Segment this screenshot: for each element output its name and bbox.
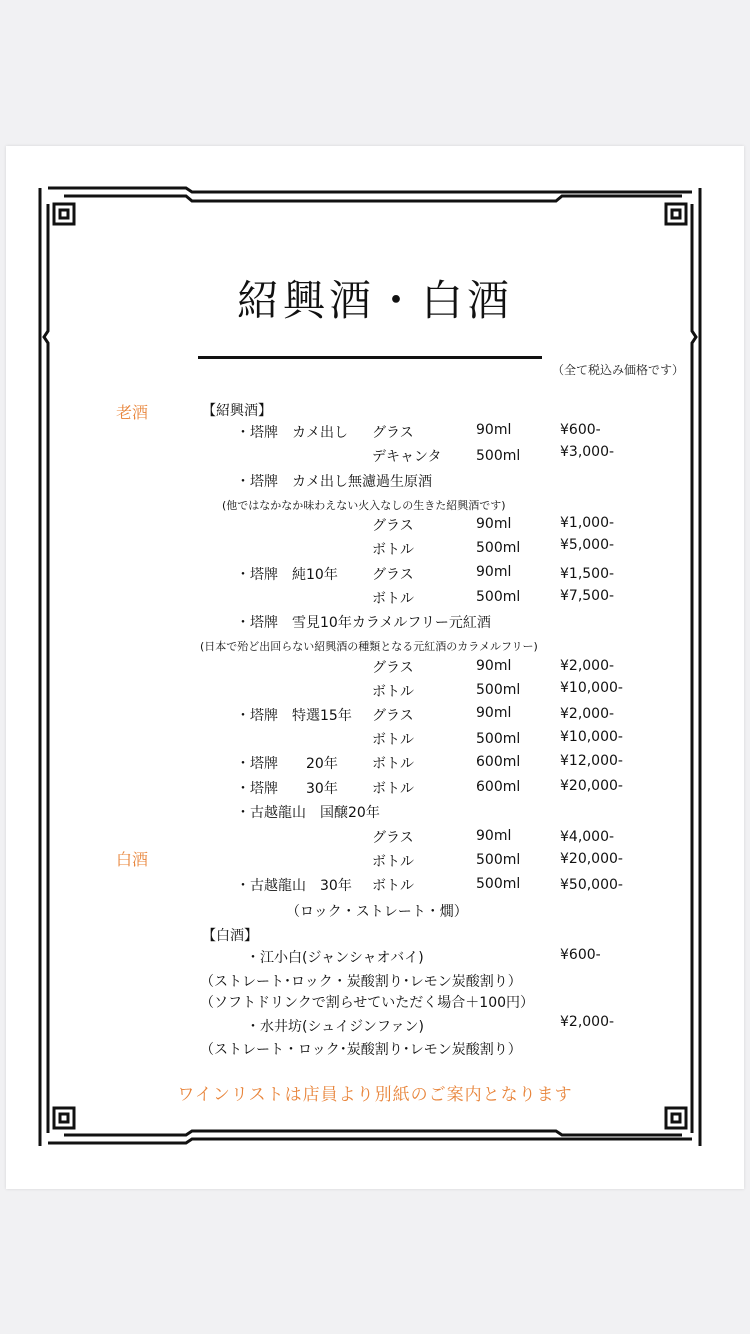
- item-name: ・塔牌 カメ出し: [236, 425, 348, 441]
- item-volume: 90ml: [476, 564, 512, 580]
- page-title: 紹興酒・白酒: [236, 276, 513, 325]
- item-volume: 90ml: [476, 516, 512, 532]
- item-unit: グラス: [372, 830, 414, 846]
- item-volume: 600ml: [476, 779, 521, 795]
- item-unit: ボトル: [372, 732, 414, 748]
- item-name: ・塔牌 カメ出し無濾過生原酒: [236, 474, 432, 490]
- item-name: ・塔牌 20年: [236, 756, 338, 772]
- item-volume: 90ml: [476, 658, 512, 674]
- item-unit: ボトル: [372, 542, 414, 558]
- item-unit: グラス: [372, 708, 414, 724]
- item-price: ¥600-: [560, 422, 601, 438]
- menu-sheet: [6, 146, 744, 1189]
- item-price: ¥2,000-: [560, 658, 615, 674]
- item-volume: 90ml: [476, 422, 512, 438]
- section-baijiu: 【白酒】: [202, 928, 258, 944]
- item-volume: 500ml: [476, 540, 521, 556]
- tax-note: （全て税込み価格です）: [552, 363, 685, 377]
- item-unit: ボトル: [372, 878, 414, 894]
- item-unit: ボトル: [372, 854, 414, 870]
- item-volume: 500ml: [476, 731, 521, 747]
- item-volume: 500ml: [476, 448, 521, 464]
- item-name: ・江小白(ジャンシャオバイ): [246, 950, 424, 966]
- item-volume: 90ml: [476, 828, 512, 844]
- item-unit: グラス: [372, 518, 414, 534]
- item-price: ¥10,000-: [560, 729, 623, 745]
- item-price: ¥2,000-: [560, 706, 615, 722]
- item-price: ¥1,500-: [560, 566, 615, 582]
- section-shaoxing: 【紹興酒】: [202, 403, 272, 419]
- item-unit: ボトル: [372, 684, 414, 700]
- serve-note: （ロック・ストレート・燗）: [286, 904, 468, 920]
- item-name: ・古越龍山 30年: [236, 878, 352, 894]
- item-price: ¥50,000-: [560, 877, 623, 893]
- item-volume: 500ml: [476, 852, 521, 868]
- item-volume: 500ml: [476, 589, 521, 605]
- item-price: ¥4,000-: [560, 829, 615, 845]
- title-underline: [198, 356, 542, 359]
- item-unit: グラス: [372, 660, 414, 676]
- item-volume: 90ml: [476, 705, 512, 721]
- item-name: ・塔牌 純10年: [236, 567, 338, 583]
- item-price: ¥1,000-: [560, 515, 615, 531]
- item-unit: グラス: [372, 425, 414, 441]
- item-name: ・塔牌 30年: [236, 781, 338, 797]
- category-laojiu: 老酒: [116, 403, 149, 422]
- item-price: ¥7,500-: [560, 588, 615, 604]
- item-unit: ボトル: [372, 591, 414, 607]
- footer-note: ワインリストは店員より別紙のご案内となります: [177, 1085, 573, 1105]
- item-name: ・塔牌 雪見10年カラメルフリー元紅酒: [236, 615, 491, 631]
- item-note: （ソフトドリンクで割らせていただく場合＋100円）: [200, 995, 535, 1011]
- item-price: ¥10,000-: [560, 680, 623, 696]
- item-name: ・塔牌 特選15年: [236, 708, 352, 724]
- item-unit: ボトル: [372, 756, 414, 772]
- item-volume: 500ml: [476, 876, 521, 892]
- item-note: (日本で殆ど出回らない紹興酒の種類となる元紅酒のカラメルフリー): [200, 640, 538, 653]
- item-price: ¥12,000-: [560, 753, 623, 769]
- item-price: ¥3,000-: [560, 444, 615, 460]
- item-price: ¥20,000-: [560, 778, 623, 794]
- item-unit: グラス: [372, 567, 414, 583]
- item-note: （ストレート･ロック・炭酸割り･レモン炭酸割り）: [200, 974, 522, 990]
- item-unit: ボトル: [372, 781, 414, 797]
- item-unit: デキャンタ: [372, 449, 442, 465]
- item-volume: 500ml: [476, 682, 521, 698]
- item-price: ¥20,000-: [560, 851, 623, 867]
- item-note: (他ではなかなか味わえない火入なしの生きた紹興酒です): [222, 499, 506, 512]
- item-volume: 600ml: [476, 754, 521, 770]
- item-name: ・水井坊(シュイジンファン): [246, 1019, 425, 1035]
- item-note: （ストレート・ロック･炭酸割り･レモン炭酸割り）: [200, 1042, 522, 1058]
- item-name: ・古越龍山 国醸20年: [236, 805, 380, 821]
- category-baijiu: 白酒: [116, 850, 149, 869]
- item-price: ¥2,000-: [560, 1014, 615, 1030]
- item-price: ¥600-: [560, 947, 601, 963]
- item-price: ¥5,000-: [560, 537, 615, 553]
